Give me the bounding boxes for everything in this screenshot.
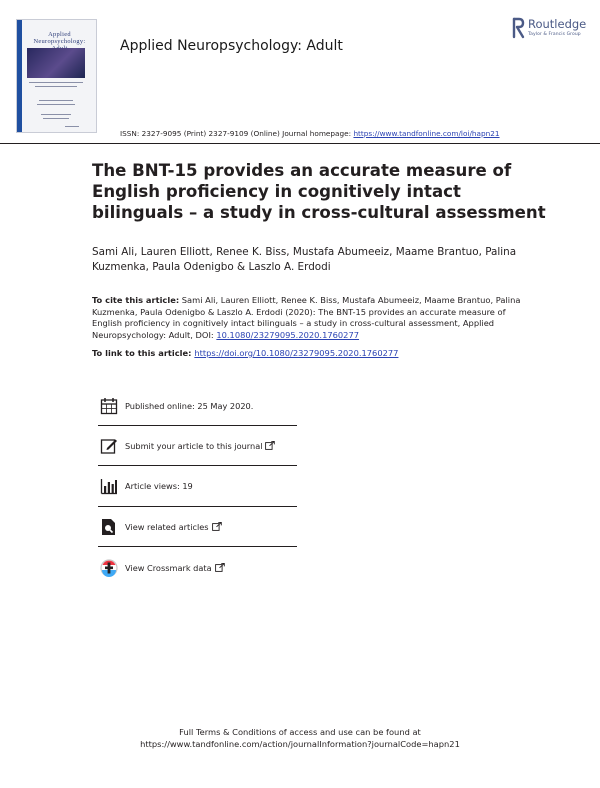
cover-spine xyxy=(17,20,22,132)
related-articles-row[interactable] xyxy=(98,515,296,541)
related-articles-label: View related articles xyxy=(125,522,209,532)
article-link-block xyxy=(92,348,398,358)
article-title: The BNT-15 provides an accurate measure of English proficiency in cognitively intact bilinguals – a study in cross-cultural assessment xyxy=(92,161,546,222)
footer-terms xyxy=(0,726,600,750)
publisher-tagline: Taylor & Francis Group xyxy=(528,32,581,37)
issn-text: ISSN: 2327-9095 (Print) 2327-9109 (Online) Journal homepage: xyxy=(120,129,354,138)
bar-chart-icon xyxy=(100,477,118,495)
cover-text-line xyxy=(29,82,83,83)
journal-cover-image xyxy=(16,19,97,133)
external-link-icon xyxy=(212,522,222,531)
journal-homepage-link[interactable]: https://www.tandfonline.com/loi/hapn21 xyxy=(353,129,500,138)
doi-link[interactable]: 10.1080/23279095.2020.1760277 xyxy=(216,329,360,340)
article-doi-url[interactable]: https://doi.org/10.1080/23279095.2020.1760277 xyxy=(194,348,399,358)
published-row xyxy=(98,394,296,420)
routledge-logo-icon xyxy=(511,17,525,39)
edit-icon xyxy=(100,437,118,455)
journal-title[interactable]: Applied Neuropsychology: Adult xyxy=(120,38,343,54)
cover-text-line xyxy=(43,118,69,119)
cover-title-line: Applied xyxy=(48,31,71,38)
submit-article-link[interactable] xyxy=(125,441,275,451)
issn-line xyxy=(120,129,500,138)
cover-brain-image xyxy=(27,48,85,78)
row-divider xyxy=(98,546,297,547)
article-views-row xyxy=(98,474,296,500)
footer-line1: Full Terms & Conditions of access and use can be found at xyxy=(179,727,421,737)
cover-text-line xyxy=(35,86,77,87)
citation-block xyxy=(92,295,522,341)
submit-article-label: Submit your article to this journal xyxy=(125,441,263,451)
crossmark-icon xyxy=(100,559,118,577)
cover-title-line: Neuropsychology: xyxy=(33,38,86,45)
cover-text-line xyxy=(39,100,73,101)
submit-article-row[interactable] xyxy=(98,434,296,460)
document-search-icon xyxy=(100,518,118,536)
crossmark-link[interactable] xyxy=(125,563,225,573)
row-divider xyxy=(98,465,297,466)
published-date: Published online: 25 May 2020. xyxy=(125,401,254,411)
citation-text: Sami Ali, Lauren Elliott, Renee K. Biss, Mustafa Abumeeiz, Maame Brantuo, Palina Kuzmenka, Paula Odenigbo & Laszlo A. Erdodi (2020): The BNT-15 provides an accurate measure of English proficiency in cognitively intact bilinguals – a study in cross-cultural assessment, Applied Neuropsychology: Adult, DOI: xyxy=(92,295,521,340)
cover-text-line xyxy=(37,104,75,105)
external-link-icon xyxy=(265,441,275,450)
article-views-count: Article views: 19 xyxy=(125,481,193,491)
citation-label: To cite this article: xyxy=(92,295,180,305)
crossmark-label: View Crossmark data xyxy=(125,563,212,573)
header-divider xyxy=(0,143,600,144)
link-label: To link to this article: xyxy=(92,348,195,358)
cover-publisher-mark xyxy=(65,126,79,127)
crossmark-row[interactable] xyxy=(98,556,296,582)
row-divider xyxy=(98,425,297,426)
publisher-name: Routledge xyxy=(528,17,587,31)
row-divider xyxy=(98,506,297,507)
external-link-icon xyxy=(215,563,225,572)
calendar-icon xyxy=(100,397,118,415)
related-articles-link[interactable] xyxy=(125,522,222,532)
cover-text-line xyxy=(41,114,71,115)
footer-terms-url[interactable]: https://www.tandfonline.com/action/journalInformation?journalCode=hapn21 xyxy=(140,739,460,749)
article-authors: Sami Ali, Lauren Elliott, Renee K. Biss, Mustafa Abumeeiz, Maame Brantuo, Palina Kuzmenka, Paula Odenigbo & Laszlo A. Erdodi xyxy=(92,246,517,273)
